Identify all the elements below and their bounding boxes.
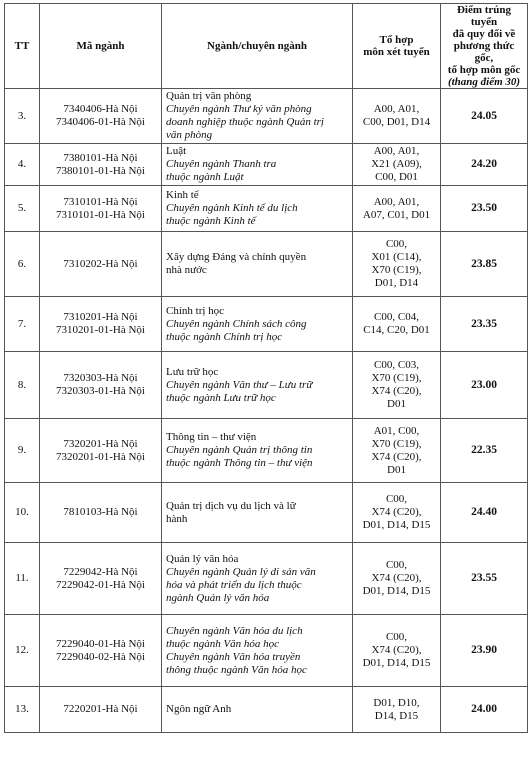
specialization-text: thuộc ngành Luật xyxy=(166,171,244,183)
major-name: Ngôn ngữ Anh xyxy=(166,703,232,715)
major-name-cell xyxy=(162,297,353,352)
admission-score: 23.00 xyxy=(441,352,528,419)
major-name: Kinh tế xyxy=(166,189,199,201)
major-code: 7229040-01-Hà Nội xyxy=(56,637,145,650)
subject-combo: A01, C00, xyxy=(373,424,420,437)
header-score-line: Điểm trúng tuyển xyxy=(456,4,512,28)
specialization-text: Chuyên ngành Chính sách công xyxy=(166,317,307,330)
header-tt: TT xyxy=(5,4,40,89)
subject-combo-cell xyxy=(353,687,441,733)
major-code: 7229042-Hà Nội xyxy=(63,565,138,578)
subject-combo: X01 (C14), xyxy=(371,251,422,263)
subject-combo: X70 (C19), xyxy=(371,372,422,384)
major-name: Xây dựng Đảng và chính quyền xyxy=(166,251,307,263)
subject-combo: D01 xyxy=(387,463,406,476)
major-code: 7310101-01-Hà Nội xyxy=(56,208,145,221)
row-number: 7. xyxy=(5,297,40,352)
major-name-cell xyxy=(162,687,353,733)
subject-combo-cell xyxy=(353,89,441,144)
subject-combo: D01, D14 xyxy=(374,277,419,289)
table-header-row xyxy=(5,4,528,89)
row-number: 3. xyxy=(5,89,40,144)
subject-combo: D01, D10, xyxy=(373,696,420,709)
major-code: 7320201-Hà Nội xyxy=(63,437,138,450)
header-score-line: đã quy đổi về xyxy=(452,28,516,40)
subject-combo: D01, D14, D15 xyxy=(362,657,431,669)
admission-score: 22.35 xyxy=(441,419,528,483)
table-row xyxy=(5,419,528,483)
admission-score: 23.50 xyxy=(441,186,528,232)
admission-score: 23.55 xyxy=(441,543,528,615)
specialization-text: Chuyên ngành Thư ký văn phòng xyxy=(166,103,312,115)
specialization-text: Chuyên ngành Thanh tra xyxy=(166,158,277,170)
major-code: 7380101-Hà Nội xyxy=(63,151,138,164)
major-code: 7220201-Hà Nội xyxy=(63,703,138,715)
major-code: 7310202-Hà Nội xyxy=(63,257,138,270)
major-code: 7310201-01-Hà Nội xyxy=(56,324,145,336)
table-body xyxy=(5,89,528,733)
header-major: Ngành/chuyên ngành xyxy=(162,4,353,89)
major-name-cell xyxy=(162,144,353,186)
major-code: 7229040-02-Hà Nội xyxy=(56,650,145,663)
specialization-text: Chuyên ngành Văn hóa du lịch xyxy=(166,624,303,637)
subject-combo: C00, D01, D14 xyxy=(362,116,431,128)
major-name: nhà nước xyxy=(166,264,207,276)
specialization-text: thông thuộc ngành Văn hóa học xyxy=(166,663,307,676)
specialization-text: thuộc ngành Văn hóa học xyxy=(166,637,280,650)
subject-combo: X74 (C20), xyxy=(371,506,422,518)
major-name: hành xyxy=(166,512,188,525)
major-name: Quản lý văn hóa xyxy=(166,552,239,565)
major-code: 7320303-Hà Nội xyxy=(63,372,138,384)
subject-combo: A00, A01, xyxy=(373,145,420,157)
major-name: Quản trị dịch vụ du lịch và lữ xyxy=(166,499,296,512)
table-row xyxy=(5,615,528,687)
row-number: 11. xyxy=(5,543,40,615)
header-score-scale: (thang điểm 30) xyxy=(447,76,521,88)
subject-combo-cell xyxy=(353,615,441,687)
subject-combo: C00, xyxy=(385,493,408,505)
major-name-cell xyxy=(162,483,353,543)
major-code: 7229042-01-Hà Nội xyxy=(56,578,145,591)
subject-combo-cell xyxy=(353,186,441,232)
major-name-cell xyxy=(162,543,353,615)
row-number: 6. xyxy=(5,232,40,297)
subject-combo-cell xyxy=(353,232,441,297)
major-name: Luật xyxy=(166,145,187,157)
specialization-text: Chuyên ngành Quản lý di sản văn xyxy=(166,565,316,578)
specialization-text: doanh nghiệp thuộc ngành Quản trị xyxy=(166,116,324,128)
header-combo xyxy=(353,4,441,89)
subject-combo-cell xyxy=(353,419,441,483)
row-number: 9. xyxy=(5,419,40,483)
row-number: 13. xyxy=(5,687,40,733)
major-code-cell xyxy=(40,186,162,232)
major-code-cell xyxy=(40,297,162,352)
major-code: 7320303-01-Hà Nội xyxy=(56,385,145,397)
admission-score: 24.00 xyxy=(441,687,528,733)
subject-combo: D01, D14, D15 xyxy=(362,585,431,597)
admission-score: 24.20 xyxy=(441,144,528,186)
subject-combo: X74 (C20), xyxy=(371,385,422,397)
major-name-cell xyxy=(162,186,353,232)
specialization-text: văn phòng xyxy=(166,129,213,141)
major-code: 7320201-01-Hà Nội xyxy=(56,450,145,463)
subject-combo: X74 (C20), xyxy=(371,450,422,463)
subject-combo-cell xyxy=(353,352,441,419)
major-name: Quản trị văn phòng xyxy=(166,90,252,102)
major-code-cell xyxy=(40,543,162,615)
major-name: Thông tin – thư viện xyxy=(166,431,257,443)
specialization-text: Chuyên ngành Quản trị thông tin xyxy=(166,444,313,456)
subject-combo: D01, D14, D15 xyxy=(362,519,431,531)
table-row xyxy=(5,89,528,144)
major-name-cell xyxy=(162,419,353,483)
major-code-cell xyxy=(40,419,162,483)
admission-score: 24.05 xyxy=(441,89,528,144)
header-score xyxy=(441,4,528,89)
admission-score: 24.40 xyxy=(441,483,528,543)
admission-score: 23.35 xyxy=(441,297,528,352)
major-code-cell xyxy=(40,483,162,543)
major-code-cell xyxy=(40,89,162,144)
major-name-cell xyxy=(162,615,353,687)
subject-combo: X70 (C19), xyxy=(371,264,422,276)
subject-combo: D14, D15 xyxy=(374,709,419,722)
row-number: 12. xyxy=(5,615,40,687)
major-code-cell xyxy=(40,687,162,733)
major-code: 7340406-01-Hà Nội xyxy=(56,116,145,128)
specialization-text: thuộc ngành Chính trị học xyxy=(166,330,283,343)
table-row xyxy=(5,483,528,543)
subject-combo: C00, C03, xyxy=(374,359,419,371)
subject-combo-cell xyxy=(353,144,441,186)
header-score-line: tổ hợp môn gốc xyxy=(447,64,521,76)
subject-combo: A07, C01, D01 xyxy=(362,208,431,221)
specialization-text: ngành Quản lý văn hóa xyxy=(166,591,270,604)
table-row xyxy=(5,687,528,733)
major-name-cell xyxy=(162,352,353,419)
specialization-text: Chuyên ngành Kinh tế du lịch xyxy=(166,202,298,214)
subject-combo: C00, xyxy=(385,559,408,571)
major-name: Chính trị học xyxy=(166,304,225,317)
row-number: 8. xyxy=(5,352,40,419)
subject-combo: C14, C20, D01 xyxy=(363,324,430,336)
major-code: 7380101-01-Hà Nội xyxy=(56,164,145,177)
subject-combo-cell xyxy=(353,483,441,543)
specialization-text: thuộc ngành Kinh tế xyxy=(166,215,256,227)
major-code: 7310101-Hà Nội xyxy=(63,195,138,208)
table-row xyxy=(5,543,528,615)
major-name-cell xyxy=(162,232,353,297)
header-code: Mã ngành xyxy=(40,4,162,89)
table-row xyxy=(5,297,528,352)
subject-combo: C00, xyxy=(385,631,408,643)
major-code-cell xyxy=(40,615,162,687)
header-combo-line: môn xét tuyển xyxy=(363,46,430,58)
subject-combo: X74 (C20), xyxy=(371,644,422,656)
subject-combo: D01 xyxy=(387,398,406,410)
row-number: 5. xyxy=(5,186,40,232)
specialization-text: Chuyên ngành Văn hóa truyền xyxy=(166,650,301,663)
specialization-text: hóa và phát triển du lịch thuộc xyxy=(166,578,302,591)
table-row xyxy=(5,232,528,297)
major-code: 7340406-Hà Nội xyxy=(63,103,138,115)
subject-combo: A00, A01, xyxy=(373,195,420,208)
table-row xyxy=(5,144,528,186)
subject-combo: C00, C04, xyxy=(374,311,419,323)
major-code: 7310201-Hà Nội xyxy=(63,311,138,323)
specialization-text: thuộc ngành Thông tin – thư viện xyxy=(166,457,313,469)
major-code-cell xyxy=(40,232,162,297)
subject-combo: A00, A01, xyxy=(373,103,420,115)
admission-score-table xyxy=(4,3,528,733)
header-score-line: phương thức gốc, xyxy=(453,40,515,64)
subject-combo: X21 (A09), xyxy=(371,158,422,170)
specialization-text: Chuyên ngành Văn thư – Lưu trữ xyxy=(166,378,313,391)
subject-combo-cell xyxy=(353,297,441,352)
major-code-cell xyxy=(40,352,162,419)
subject-combo: C00, xyxy=(385,238,408,250)
admission-score: 23.85 xyxy=(441,232,528,297)
subject-combo-cell xyxy=(353,543,441,615)
major-code: 7810103-Hà Nội xyxy=(63,506,138,518)
major-code-cell xyxy=(40,144,162,186)
table-row xyxy=(5,352,528,419)
table-row xyxy=(5,186,528,232)
row-number: 4. xyxy=(5,144,40,186)
subject-combo: C00, D01 xyxy=(375,171,418,183)
subject-combo: X70 (C19), xyxy=(371,437,422,450)
subject-combo: X74 (C20), xyxy=(371,572,422,584)
specialization-text: thuộc ngành Lưu trữ học xyxy=(166,391,276,404)
major-name-cell xyxy=(162,89,353,144)
header-combo-line: Tổ hợp xyxy=(379,34,414,46)
major-name: Lưu trữ học xyxy=(166,365,219,378)
admission-score: 23.90 xyxy=(441,615,528,687)
row-number: 10. xyxy=(5,483,40,543)
